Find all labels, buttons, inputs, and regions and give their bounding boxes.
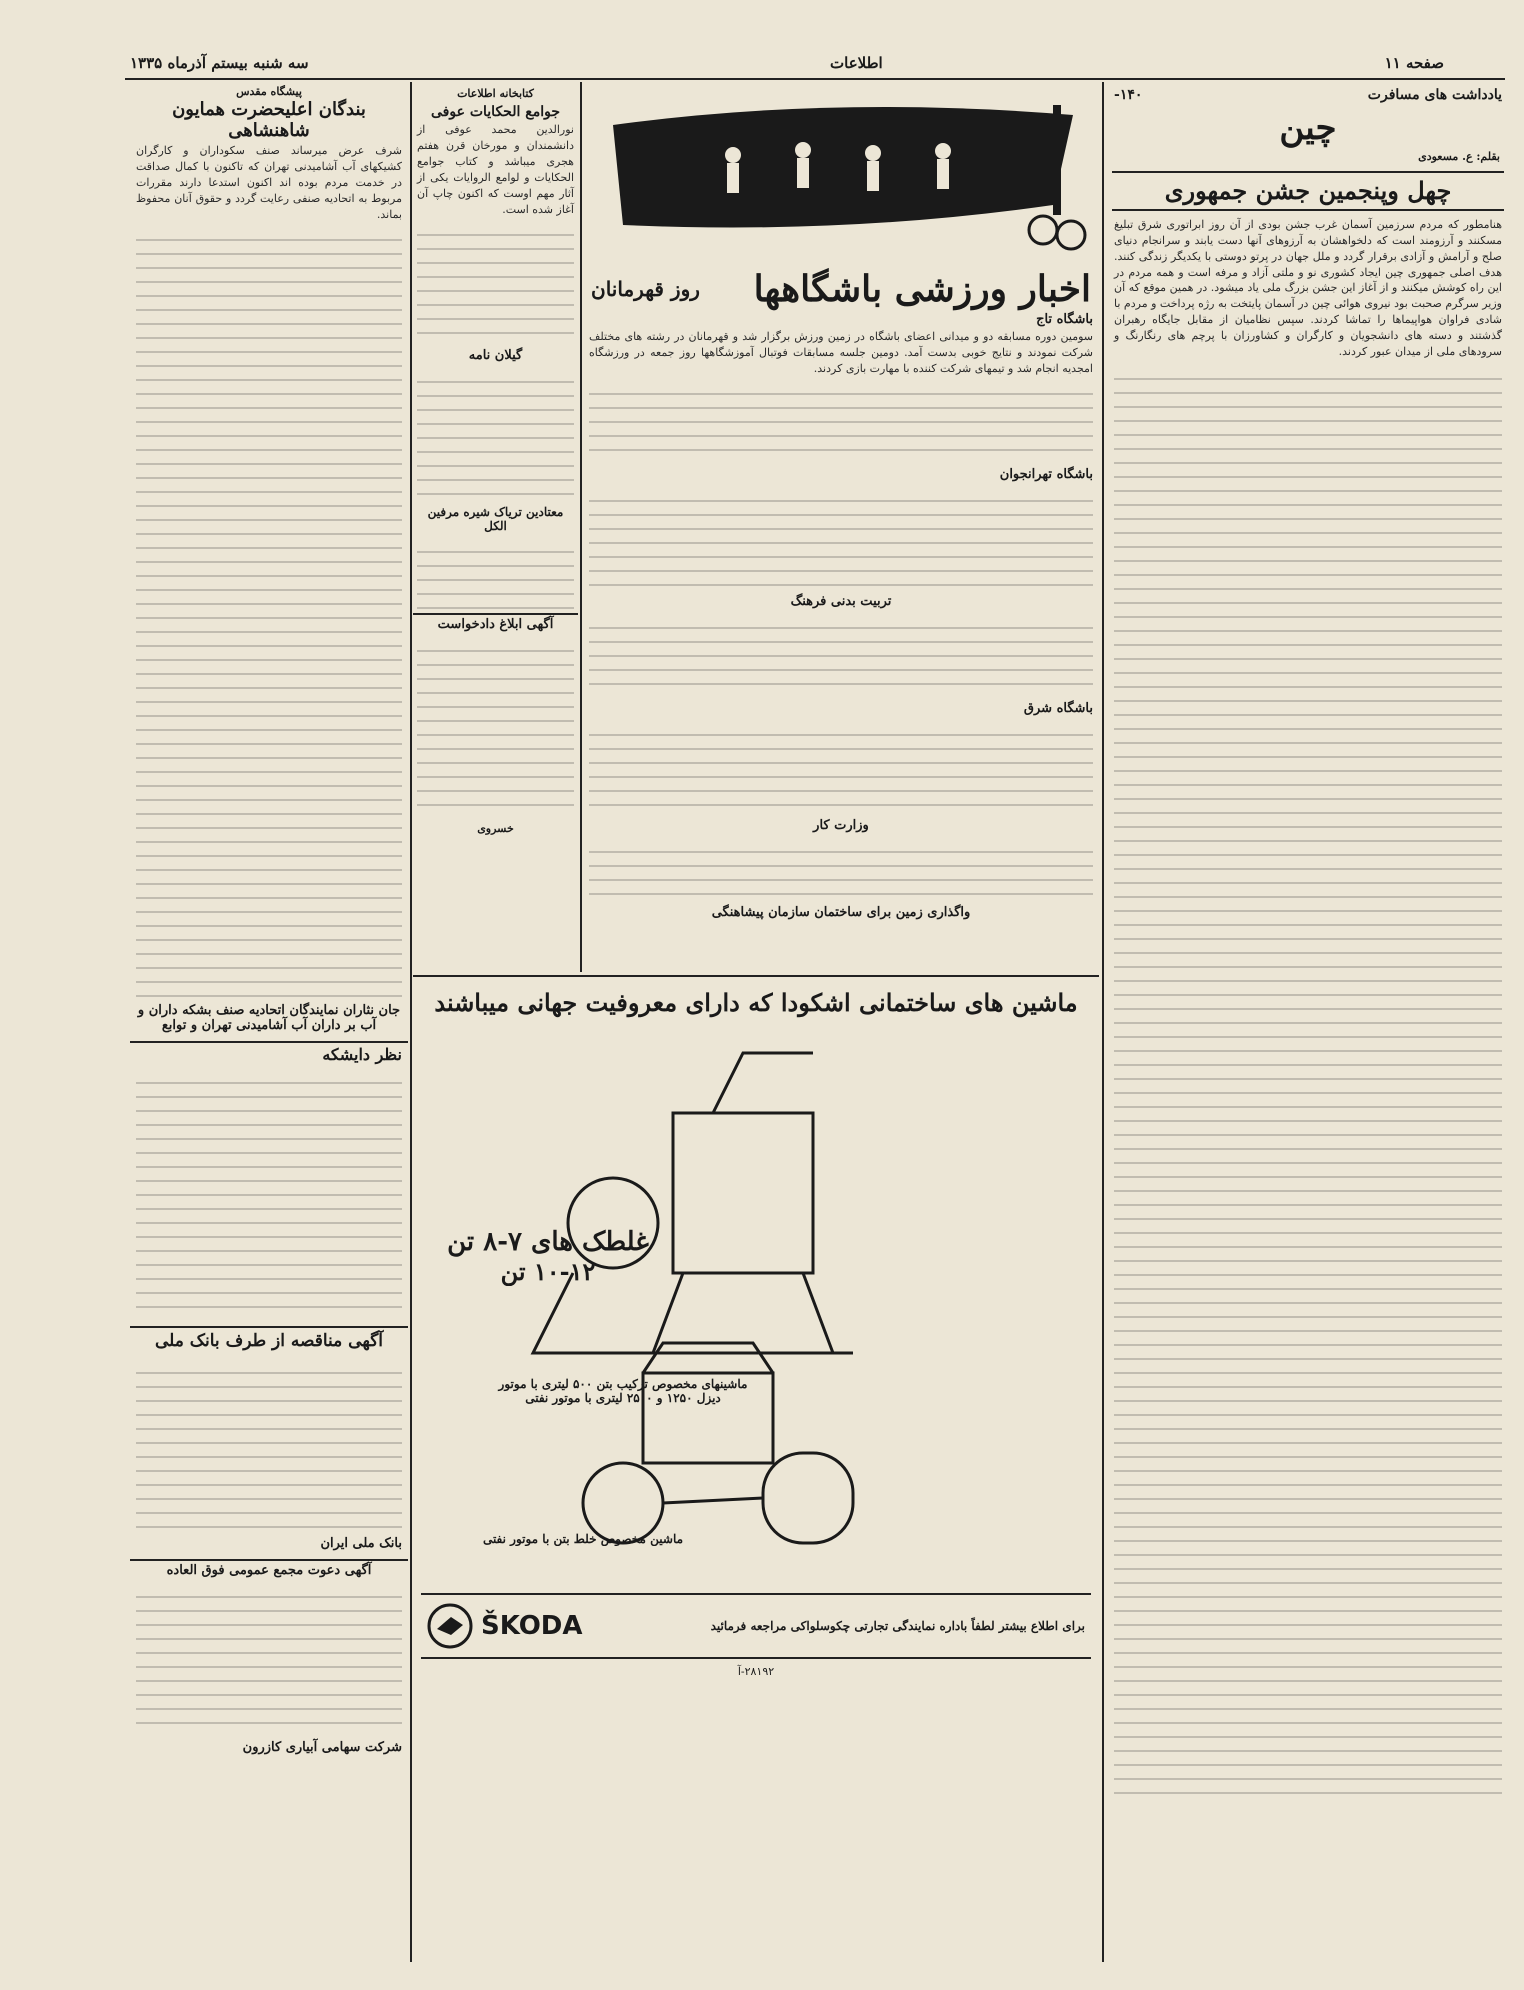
club-news-text	[589, 488, 1093, 588]
notice-signature: خسروی	[477, 821, 514, 835]
assembly-signature: شرکت سهامی آبیاری کازرون	[242, 1739, 402, 1755]
mixer-caption-line1: ماشینهای مخصوص ترکیب بتن ۵۰۰ لیتری با موتور	[498, 1377, 748, 1391]
sports-section	[583, 85, 1099, 965]
mixer-caption-line2: دیزل ۱۲۵۰ و ۲۵۰۰ لیتری با موتور نفتی	[525, 1391, 721, 1405]
petition-body: شرف عرض میرساند صنف سکوداران و کارگران کشیکهای آب آشامیدنی تهران که تاکنون با کمال صداقت در خدمت مردم بوده اند اکنون استدعا دارند مقررات مربوط به اتحادیه صنفی رعایت گردد و حقوق آنان محفوظ بماند.	[136, 144, 402, 222]
travel-notes-column	[1108, 85, 1508, 1955]
bank-signature: بانک ملی ایران	[320, 1535, 402, 1551]
opinion-heading: نظر دایشکه	[322, 1045, 402, 1065]
petition-signature: جان نثاران نمایندگان اتحادیه صنف بشکه داران و آب بر داران آب آشامیدنی تهران و توابع	[137, 1003, 401, 1034]
skoda-advertisement	[413, 975, 1099, 1880]
bank-tender-heading: آگهی مناقصه از طرف بانک ملی	[154, 1331, 384, 1352]
roller-weight-a: غلطک های ۷-۸ تن	[447, 1227, 649, 1257]
masthead-page-number: صفحه ۱۱	[1384, 54, 1444, 72]
column-divider	[410, 82, 412, 1962]
column-divider	[580, 82, 582, 972]
roller-caption: ماشین مخصوص خلط بتن با موتور نفتی	[482, 1532, 684, 1546]
country-title: چین	[1279, 108, 1337, 148]
mixer-caption	[473, 1377, 773, 1405]
club-heading: باشگاه تاج	[1036, 312, 1093, 328]
gilan-text	[417, 369, 574, 499]
section-label: پیشگاه مقدس	[236, 85, 302, 98]
petition-text	[136, 227, 402, 997]
club-news-text	[589, 722, 1093, 812]
column-divider	[1102, 82, 1104, 1962]
book-review-text	[417, 222, 574, 342]
addiction-text	[417, 539, 574, 609]
club-heading: باشگاه تهرانجوان	[999, 467, 1093, 483]
masthead	[130, 50, 1444, 80]
ministry-news-text	[589, 839, 1093, 899]
roller-weight-b: ۱۰-۱۲ تن	[500, 1257, 596, 1286]
book-review-column	[413, 85, 578, 965]
section-title: یادداشت های مسافرت	[1367, 87, 1502, 103]
book-title: جوامع الحکایات عوفی	[431, 104, 560, 120]
bank-tender-text	[136, 1360, 402, 1530]
opinion-text	[136, 1070, 402, 1320]
masthead-date: سه شنبه بیستم آذرماه ۱۳۳۵	[130, 54, 309, 72]
skoda-logo-icon	[427, 1603, 473, 1649]
roller-weights	[433, 1227, 663, 1286]
club-news-text	[589, 615, 1093, 695]
club-heading: باشگاه شرق	[1023, 701, 1093, 717]
club-news-body: سومین دوره مسابقه دو و میدانی اعضای باشگاه در زمین ورزش برگزار شد و قهرمانان در رشته های مختلف شرکت نمودند و نتایج خوبی بدست آمد. دومین جلسه مسابقات فوتبال آموزشگاهها روز جمعه در ورزشگاه امجدیه انجام شد و تیمهای شرکت کننده با مهارت بازی کردند.	[589, 330, 1093, 376]
sports-illustration	[583, 85, 1099, 265]
ministry-heading: وزارت کار	[813, 818, 869, 834]
club-heading: تربیت بدنی فرهنگ	[790, 594, 892, 610]
masthead-paper-name: اطلاعات	[830, 54, 883, 72]
machinery-illustration	[413, 1023, 1099, 1583]
notice-text	[417, 638, 574, 818]
skoda-wordmark: ŠKODA	[481, 1610, 583, 1641]
ad-code: ۲۸۱۹۲-آ	[737, 1664, 775, 1678]
ad-footer: برای اطلاع بیشتر لطفاً باداره نمایندگی تجارتی چکوسلواکی مراجعه فرمائید	[710, 1618, 1085, 1633]
assembly-heading: آگهی دعوت مجمع عمومی فوق العاده	[166, 1562, 372, 1578]
byline: بقلم: ع. مسعودی	[1418, 150, 1500, 164]
addiction-heading: معتادین تریاک شیره مرفین الکل	[427, 504, 564, 533]
ad-headline: ماشین های ساختمانی اشکودا که دارای معروفیت جهانی میباشند	[434, 988, 1078, 1017]
gilan-title: گیلان نامه	[468, 347, 523, 363]
notices-column	[130, 85, 408, 1955]
masthead-rule	[125, 78, 1505, 80]
series-number: ۱۴۰-	[1114, 87, 1143, 103]
sports-banner: اخبار ورزشی باشگاهها	[753, 268, 1091, 310]
club-news-text	[589, 381, 1093, 461]
library-label: کتابخانه اطلاعات	[457, 87, 534, 100]
petition-headline: بندگان اعلیحضرت همایون شاهنشاهی	[172, 99, 366, 141]
land-transfer-heading: واگذاری زمین برای ساختمان سازمان پیشاهنگی	[711, 905, 971, 921]
skoda-logo	[427, 1603, 583, 1649]
article-headline: چهل وپنجمین جشن جمهوری	[1164, 176, 1452, 206]
sports-subhead: روز قهرمانان	[591, 277, 700, 302]
notice-heading: آگهی ابلاغ دادخواست	[413, 613, 578, 634]
book-review-body: نورالدین محمد عوفی از دانشمندان و مورخان قرن هفتم هجری میباشد و کتاب جوامع الحکایات و لوامع الروایات یکی از آثار مهم اوست که اکنون چاپ آن آغاز شده است.	[417, 123, 574, 216]
article-body: هنامطور که مردم سرزمین آسمان غرب جشن بودی از آن روز ابراتوری شرق تبلیغ مسکنند و آرزومند است که دلخواهشان به آرزوهای آنها دست یابند و سرانجام دنیای صلح و آرامش و آزادی برقرار گردد و ملل جهان در پرتو دوستی با یکدیگر زندگی کنند. هدف اصلی جمهوری چین ایجاد کشوری نو و ملتی آزاد و مرفه است و همه مردم در این راه کوشش میکنند و از آغاز این جشن بزرگ ملی یاد میشود. در همین موقع که آن وزیر سرگرم صحبت بود نیروی هوائی چین در آسمان پایتخت به رژه پرداخت و مردم با شادی فراوان هواپیماها را تماشا کردند. سپس نظامیان از مقابل جایگاه رهبران گذشتند و دسته های دانشجویان و کارگران و کشاورزان با پرچم های رنگارنگ و سرودهای ملی از میدان عبور کردند.	[1114, 217, 1502, 359]
article-body-continuation	[1114, 366, 1502, 1806]
assembly-text	[136, 1584, 402, 1734]
